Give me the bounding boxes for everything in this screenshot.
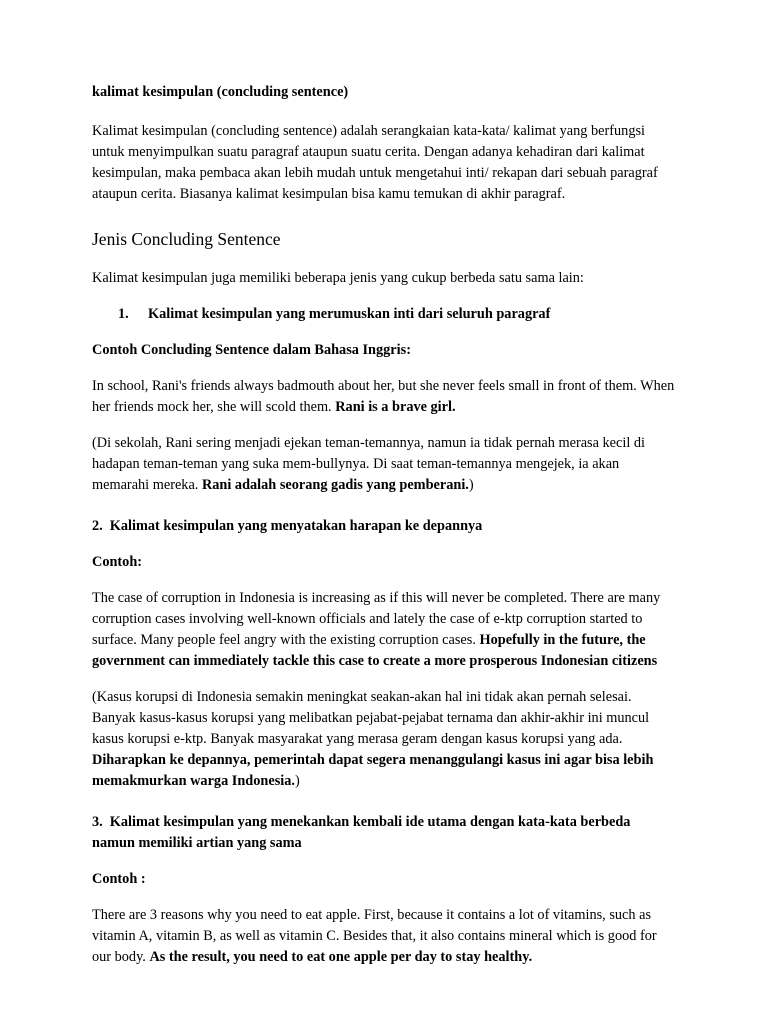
example-label: Contoh Concluding Sentence dalam Bahasa Inggris: [92,341,411,358]
example-english-plain: In school, Rani's friends always badmouth about her, but she never feels small in front of them. When her friends mock her, she will scold them. [92,377,675,415]
example-indonesian [92,687,676,792]
example-english-plain: The case of corruption in Indonesia is increasing as if this will never be completed. There are many corruption cases involving well-known officials and lately the case of e-ktp corruption started to surface. Many people feel angry with the existing corruption cases. [92,589,661,648]
list-item-number: 2. [92,517,103,534]
example-english-bold: Hopefully in the future, the government can immediately tackle this case to create a more prosperous Indonesian citizens [92,631,658,669]
example-label: Contoh : [92,870,146,887]
section-heading: Jenis Concluding Sentence [92,229,281,250]
example-english-plain: There are 3 reasons why you need to eat apple. First, because it contains a lot of vitamins, such as vitamin A, vitamin B, as well as vitamin C. Besides that, it also contains mineral which is good for our body. [92,906,657,965]
example-indonesian-plain: (Di sekolah, Rani sering menjadi ejekan teman-temannya, namun ia tidak pernah merasa kecil di hadapan teman-teman yang suka mem-bullynya. Di saat teman-temannya mengejek, ia akan memarahi mereka. [92,434,646,493]
example-english [92,588,676,672]
list-item-heading: Kalimat kesimpulan yang menekankan kembali ide utama dengan kata-kata berbeda namun memiliki artian yang sama [92,813,631,851]
list-item [92,516,676,537]
intro-paragraph: Kalimat kesimpulan (concluding sentence) adalah serangkaian kata-kata/ kalimat yang berfungsi untuk menyimpulkan suatu paragraf ataupun suatu cerita. Dengan adanya kehadiran dari kalimat kesimpulan, maka pembaca akan lebih mudah untuk mengetahui inti/ rekapan dari sebuah paragraf ataupun cerita. Biasanya kalimat kesimpulan bisa kamu temukan di akhir paragraf. [92,123,658,203]
example-label: Contoh: [92,553,143,570]
list-item [92,812,676,854]
list-item [92,304,676,325]
page-title: kalimat kesimpulan (concluding sentence) [92,84,349,100]
list-item-number: 1. [118,305,129,322]
example-indonesian-tail: ) [468,476,474,493]
list-item-heading: Kalimat kesimpulan yang merumuskan inti dari seluruh paragraf [148,305,551,322]
document-body [92,82,676,968]
example-indonesian-bold: Rani adalah seorang gadis yang pemberani. [201,476,469,493]
list-item-heading: Kalimat kesimpulan yang menyatakan harapan ke depannya [109,517,483,534]
example-english [92,905,676,968]
example-english [92,376,676,418]
example-indonesian-bold: Diharapkan ke depannya, pemerintah dapat segera menanggulangi kasus ini agar bisa lebih memakmurkan warga Indonesia. [92,751,654,789]
example-english-bold: As the result, you need to eat one apple per day to stay healthy. [149,948,533,965]
example-indonesian-plain: (Kasus korupsi di Indonesia semakin meningkat seakan-akan hal ini tidak akan pernah selesai. Banyak kasus-kasus korupsi yang melibatkan pejabat-pejabat ternama dan akhir-akhir ini muncul kasus korupsi e-ktp. Banyak masyarakat yang merasa geram dengan kasus korupsi yang ada. [92,688,650,747]
example-english-bold: Rani is a brave girl. [335,398,456,415]
list-item-number: 3. [92,813,103,830]
section-intro: Kalimat kesimpulan juga memiliki beberapa jenis yang cukup berbeda satu sama lain: [92,269,584,286]
example-indonesian [92,433,676,496]
example-indonesian-tail: ) [294,772,300,789]
